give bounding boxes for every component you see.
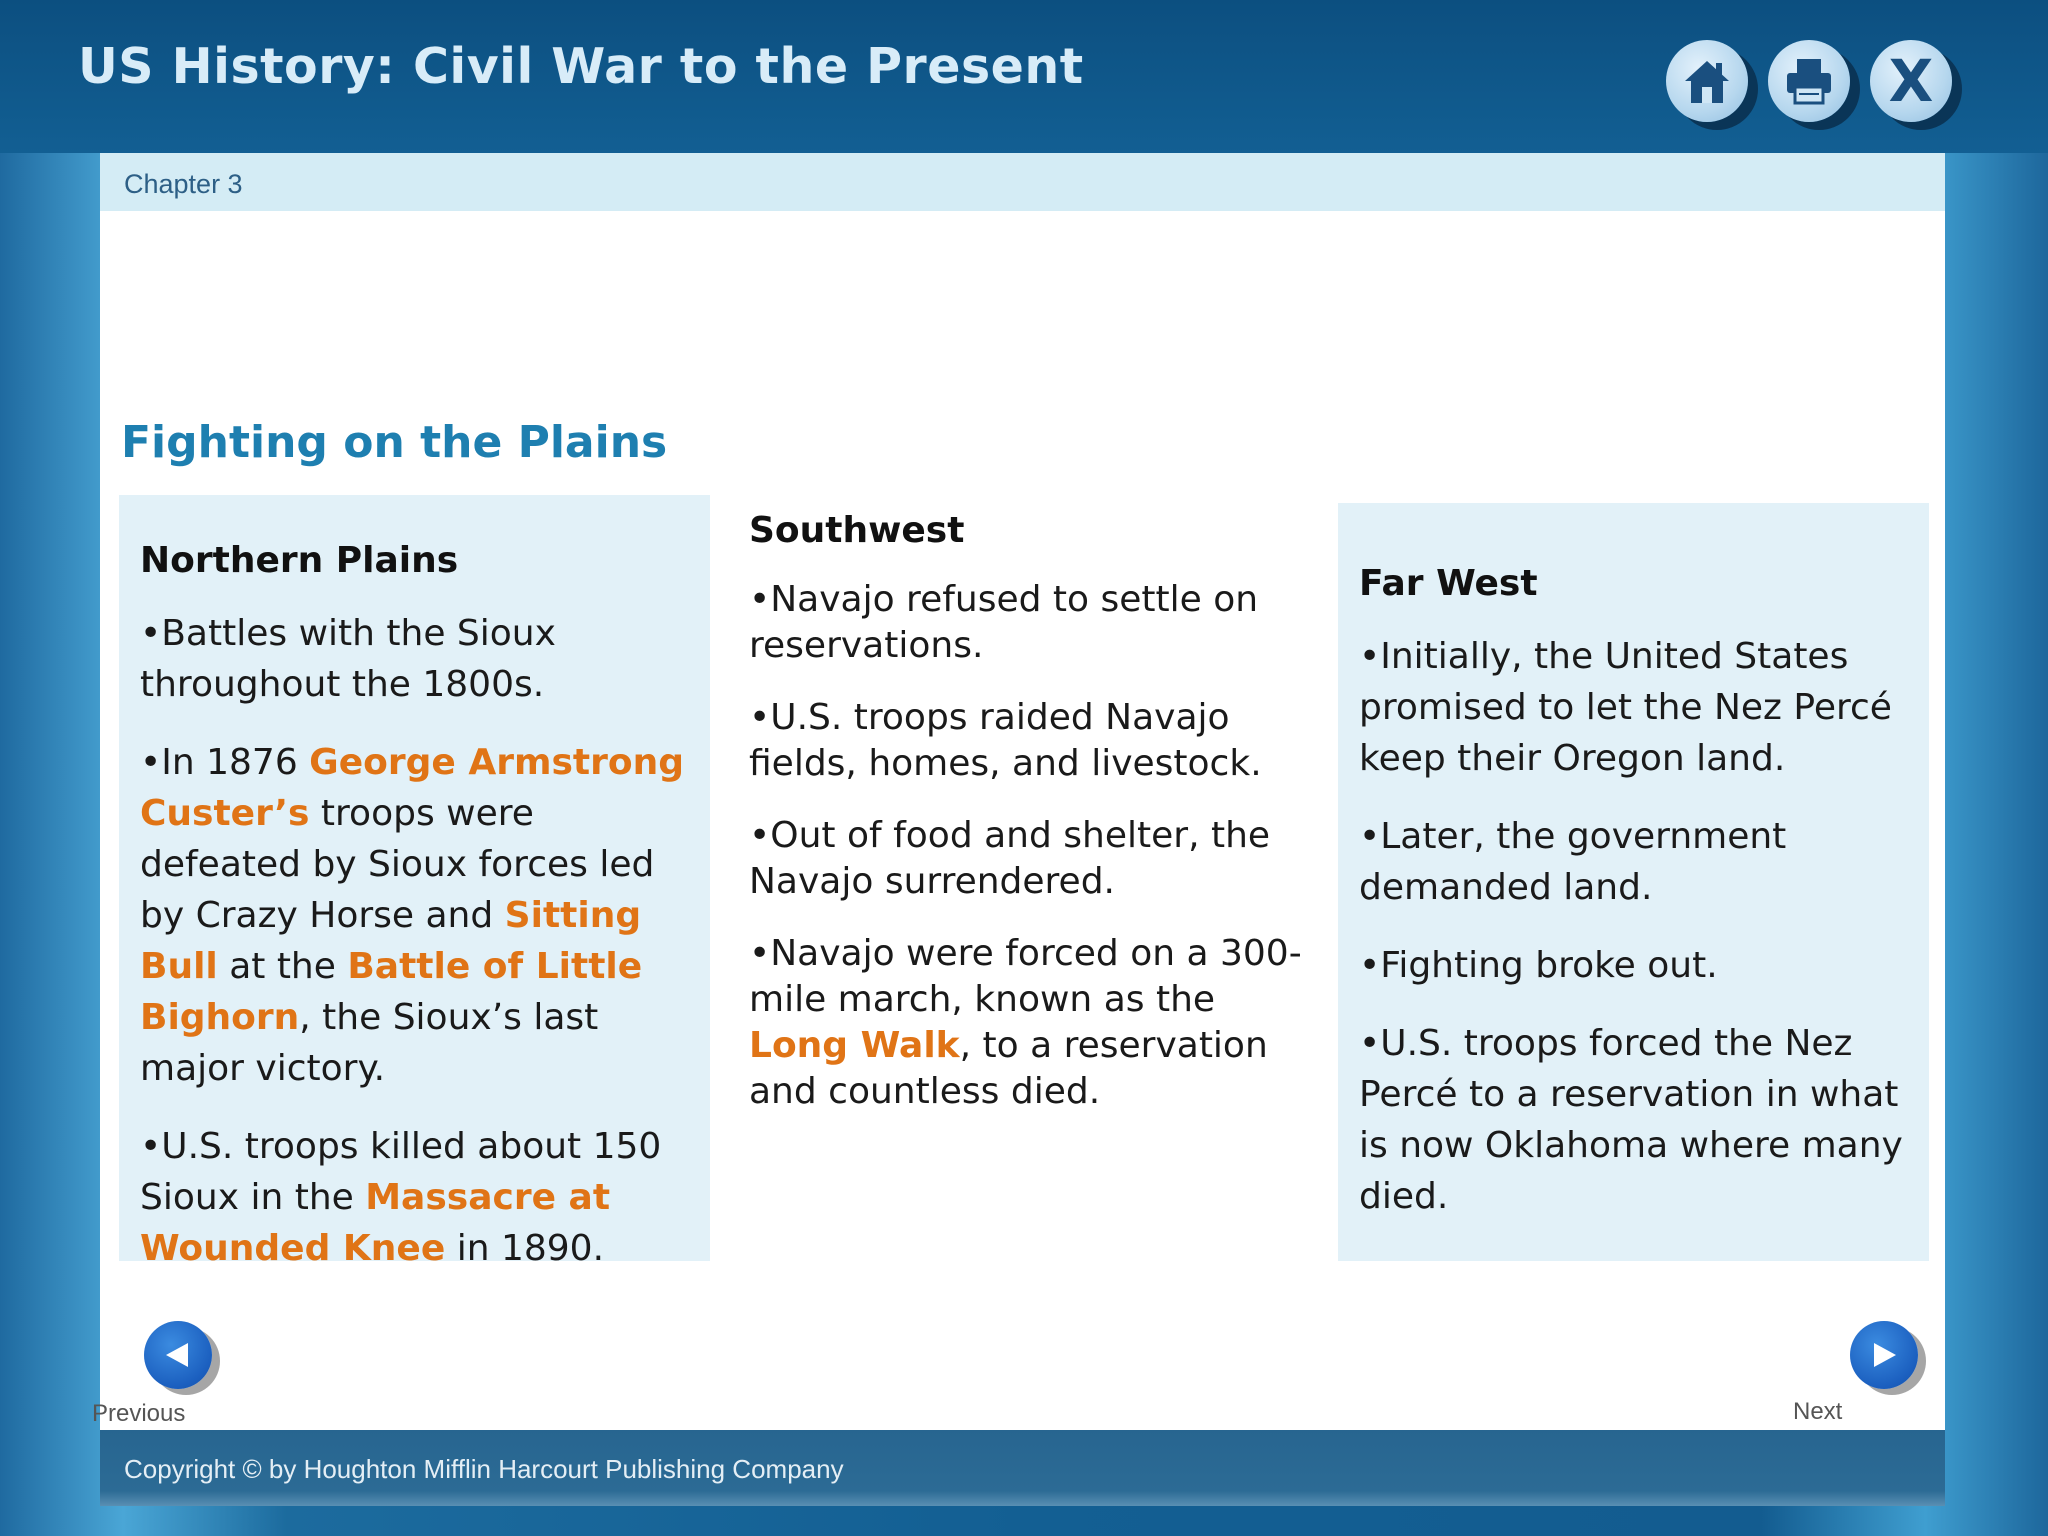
right-arrow-icon (1866, 1337, 1902, 1373)
bullet-text: in 1890. (445, 1228, 605, 1269)
far-west-bullet-4: •U.S. troops forced the Nez Percé to a reservation in what is now Oklahoma where many died. (1359, 1023, 1903, 1217)
link-little-bighorn[interactable]: Battle of Little Bighorn (140, 946, 643, 1038)
footer (100, 1430, 1945, 1506)
print-button[interactable] (1768, 40, 1850, 122)
southwest-bullet-4 (749, 931, 1319, 1115)
chapter-label: Chapter 3 (124, 169, 243, 199)
link-sitting-bull[interactable]: Sitting Bull (140, 895, 642, 987)
bullet-text: •In 1876 (140, 742, 310, 783)
northern-plains-column (119, 495, 710, 1269)
far-west-bullet-2: •Later, the government demanded land. (1359, 816, 1787, 908)
far-west-bullet-3: •Fighting broke out. (1359, 945, 1718, 986)
printer-icon (1781, 53, 1837, 109)
southwest-column (749, 506, 1329, 1206)
bullet-text: troops were defeated by Sioux forces led by Crazy Horse and (140, 793, 655, 936)
link-wounded-knee[interactable]: Massacre at Wounded Knee (140, 1177, 611, 1269)
far-west-heading: Far West (1359, 563, 1538, 604)
left-arrow-icon (160, 1337, 196, 1373)
far-west-column (1338, 503, 1929, 1261)
home-icon (1679, 53, 1735, 109)
southwest-bullet-1: •Navajo refused to settle on reservations. (749, 579, 1259, 666)
previous-label[interactable]: Previous (92, 1400, 186, 1427)
title-bar (0, 0, 2048, 153)
northern-bullet-2 (140, 737, 690, 1094)
content-panel (92, 211, 1945, 1430)
chapter-strip (100, 153, 1945, 211)
bullet-text: at the (217, 946, 348, 987)
app-title: US History: Civil War to the Present (78, 38, 1084, 95)
northern-bullet-1: •Battles with the Sioux throughout the 1800s. (140, 613, 556, 705)
northern-bullet-3 (140, 1121, 690, 1274)
bullet-text: , to a reservation and countless died. (749, 1025, 1268, 1112)
section-title: Fighting on the Plains (121, 417, 668, 468)
home-button[interactable] (1666, 40, 1748, 122)
previous-button[interactable] (144, 1321, 212, 1389)
link-custer[interactable]: George Armstrong Custer’s (140, 742, 684, 834)
southwest-bullet-3: •Out of food and shelter, the Navajo surrendered. (749, 815, 1271, 902)
bullet-text: •Navajo were forced on a 300-mile march, known as the (749, 933, 1302, 1020)
far-west-bullet-1: •Initially, the United States promised to let the Nez Percé keep their Oregon land. (1359, 636, 1892, 779)
link-long-walk[interactable]: Long Walk (749, 1025, 960, 1066)
close-button[interactable] (1870, 40, 1952, 122)
southwest-heading: Southwest (749, 510, 965, 551)
northern-plains-heading: Northern Plains (140, 540, 459, 581)
close-icon: X (1888, 47, 1934, 115)
next-button[interactable] (1850, 1321, 1918, 1389)
copyright-text: Copyright © by Houghton Mifflin Harcourt Publishing Company (124, 1454, 844, 1484)
bullet-text: •U.S. troops killed about 150 Sioux in the (140, 1126, 662, 1218)
southwest-bullet-2: •U.S. troops raided Navajo fields, homes, and livestock. (749, 697, 1262, 784)
next-label[interactable]: Next (1793, 1398, 1843, 1425)
bullet-text: , the Sioux’s last major victory. (140, 997, 599, 1089)
